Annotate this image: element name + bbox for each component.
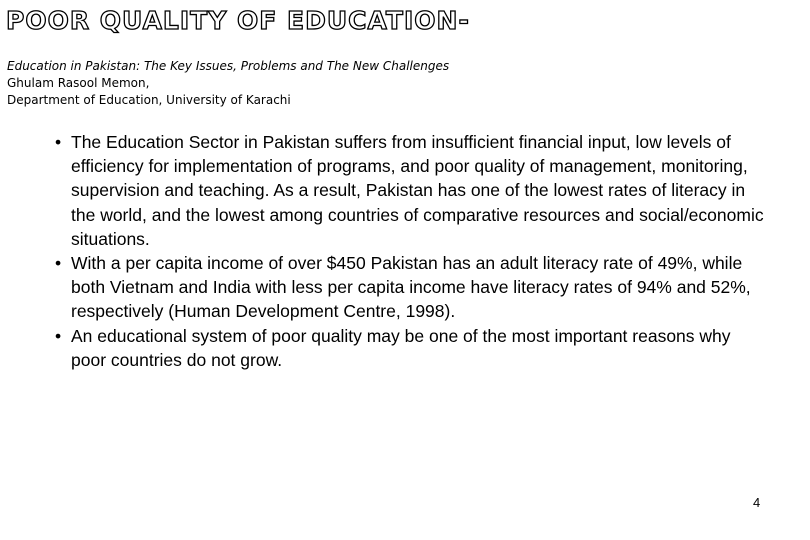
citation-title: Education in Pakistan: The Key Issues, Problems and The New Challenges [7,59,450,73]
citation-affiliation: Department of Education, University of Karachi [7,93,291,107]
citation [7,58,449,109]
bullet-text-2: With a per capita income of over $450 Pakistan has an adult literacy rate of 49%, while both Vietnam and India with less per capita income have literacy rates of 94% and 52%, respectively (Human Development Centre, 1998). [71,253,751,322]
page-number: 4 [753,495,761,510]
slide-title: POOR QUALITY OF EDUCATION- [6,6,470,35]
bullet-item-2 [48,251,768,324]
bullet-item-1 [48,130,768,251]
bullet-text-3: An educational system of poor quality may be one of the most important reasons why poor countries do not grow. [71,325,731,370]
bullet-point-icon: • [55,253,62,274]
bullet-text-1: The Education Sector in Pakistan suffers from insufficient financial input, low levels of efficiency for implementation of programs, and poor quality of management, monitoring, supervision and teaching. As a result, Pakistan has one of the lowest rates of literacy in the world, and the lowest among countries of comparative resources and social/economic situations. [71,132,764,249]
bullet-point-icon: • [55,325,62,346]
bullet-item-3 [48,324,768,372]
bullet-point-icon: • [55,132,62,152]
citation-author: Ghulam Rasool Memon, [7,76,150,90]
bullet-list [48,130,768,372]
